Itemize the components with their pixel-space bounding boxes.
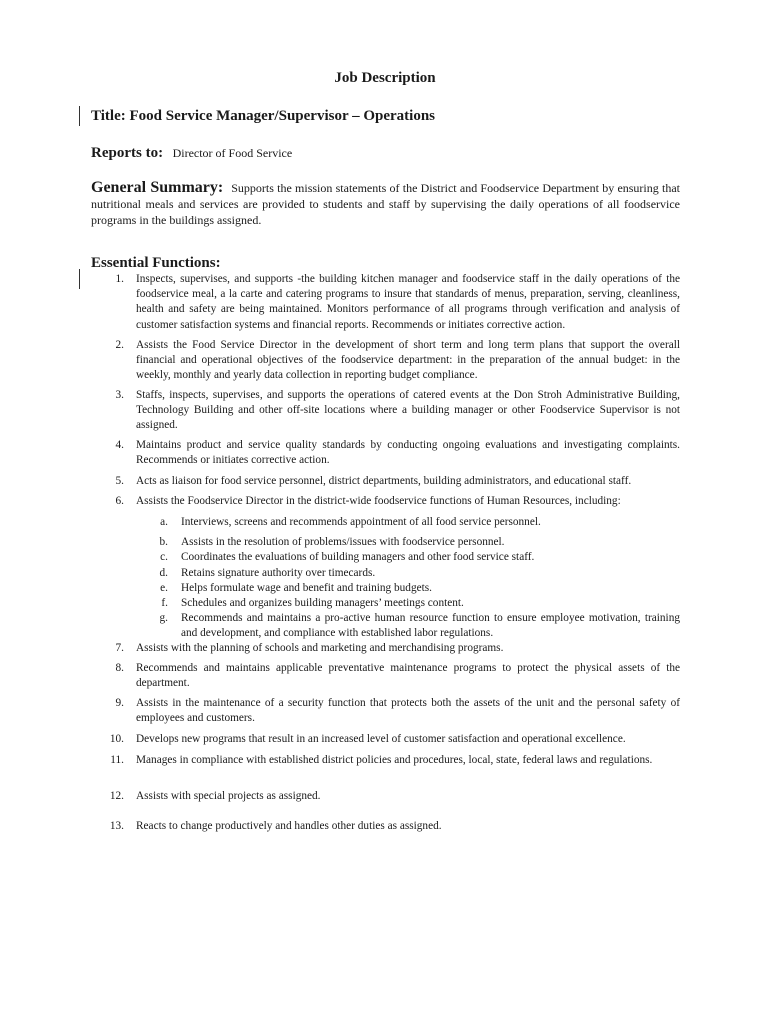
- sub-item: [150, 535, 680, 550]
- document-heading: Job Description: [334, 70, 436, 86]
- sub-item-letter: b.: [159, 536, 168, 548]
- reports-to-value: Director of Food Service: [172, 146, 293, 160]
- function-item: [104, 641, 680, 656]
- item-number: 10.: [109, 733, 124, 745]
- item-number: 6.: [115, 495, 124, 507]
- item-text: Assists with the planning of schools and marketing and merchandising programs.: [136, 642, 504, 654]
- item-text: Assists in the maintenance of a security function that protects both the assets of the unit and the personal safety of employees and customers.: [136, 697, 680, 725]
- item-number: 7.: [115, 642, 124, 654]
- function-item: [104, 753, 680, 768]
- sub-item: [150, 566, 680, 581]
- sub-item-letter: g.: [159, 612, 168, 624]
- item-number: 8.: [115, 662, 124, 674]
- sub-item-text: Interviews, screens and recommends appointment of all food service personnel.: [181, 516, 541, 528]
- item-text: Assists the Food Service Director in the development of short term and long term plans that support the overall financial and operational objectives of the foodservice department: in the preparation of the annual budget: in the weekly, monthly and yearly data collection in reporting budget compliance.: [136, 339, 680, 382]
- revision-bar: [79, 269, 80, 289]
- function-item: [104, 438, 680, 468]
- item-text: Develops new programs that result in an increased level of customer satisfaction and operational excellence.: [136, 733, 626, 745]
- function-item: [104, 388, 680, 434]
- item-text: Inspects, supervises, and supports -the building kitchen manager and foodservice staff in the daily operations of the foodservice meal, a la carte and catering programs to insure that standards of menus, preparation, serving, cleanliness, health and safety are being maintained. Monitors performance of all programs through verification and analysis of customer satisfaction systems and financial reports. Recommends or initiates corrective action.: [136, 273, 680, 331]
- item-number: 5.: [115, 475, 124, 487]
- sub-item-letter: c.: [160, 551, 168, 563]
- item-text: Recommends and maintains applicable preventative maintenance programs to protect the physical assets of the department.: [136, 662, 680, 690]
- item-number: 4.: [115, 439, 124, 451]
- sub-item-text: Recommends and maintains a pro-active human resource function to ensure employee motivation, training and development, and compliance with established labor regulations.: [181, 612, 680, 640]
- function-item: [104, 661, 680, 691]
- sub-item-letter: e.: [160, 582, 168, 594]
- sub-item-text: Helps formulate wage and benefit and training budgets.: [181, 582, 432, 594]
- function-item: [104, 338, 680, 384]
- sub-item-letter: d.: [159, 567, 168, 579]
- sub-item: [150, 550, 680, 565]
- item-text: Assists the Foodservice Director in the district-wide foodservice functions of Human Resources, including:: [136, 495, 621, 507]
- sub-item-text: Coordinates the evaluations of building managers and other food service staff.: [181, 551, 535, 563]
- sub-item-text: Assists in the resolution of problems/issues with foodservice personnel.: [181, 536, 505, 548]
- item-number: 3.: [115, 389, 124, 401]
- item-number: 1.: [115, 273, 124, 285]
- item-number: 13.: [109, 820, 124, 832]
- general-summary: [91, 180, 680, 228]
- item-number: 11.: [110, 754, 124, 766]
- sub-item-letter: a.: [160, 516, 168, 528]
- sub-item: [150, 611, 680, 641]
- sub-item-text: Retains signature authority over timecards.: [181, 567, 376, 579]
- item-text: Acts as liaison for food service personnel, district departments, building administrators, and educational staff.: [136, 475, 632, 487]
- function-item: [104, 696, 680, 726]
- item-text: Reacts to change productively and handles other duties as assigned.: [136, 820, 442, 832]
- job-title: Title: Food Service Manager/Supervisor – Operations: [91, 108, 435, 124]
- function-item: [104, 494, 680, 509]
- reports-to-label: Reports to:: [91, 145, 164, 161]
- essential-functions-heading: Essential Functions:: [91, 255, 221, 271]
- function-item: [104, 789, 680, 804]
- item-text: Assists with special projects as assigned.: [136, 790, 321, 802]
- item-number: 12.: [109, 790, 124, 802]
- item-number: 2.: [115, 339, 124, 351]
- function-item: [104, 732, 680, 747]
- item-text: Maintains product and service quality standards by conducting ongoing evaluations and investigating complaints. Recommends or initiates corrective action.: [136, 439, 680, 467]
- function-item: [104, 474, 680, 489]
- item-text: Manages in compliance with established district policies and procedures, local, state, federal laws and regulations.: [136, 754, 653, 766]
- sub-item-letter: f.: [161, 597, 168, 609]
- general-summary-label: General Summary:: [91, 179, 224, 196]
- item-text: Staffs, inspects, supervises, and supports the operations of catered events at the Don Stroh Administrative Building, Technology Building and other off-site locations where a building manager or other Foodservice Supervisor is not assigned.: [136, 389, 680, 432]
- function-item: [104, 272, 680, 333]
- function-item: [104, 819, 680, 834]
- item-number: 9.: [115, 697, 124, 709]
- sub-item: [150, 515, 680, 530]
- general-summary-text: Supports the mission statements of the District and Foodservice Department by ensuring that nutritional meals and services are provided to students and staff by supervising the daily operations of all foodservice programs in the buildings assigned.: [91, 181, 680, 227]
- sub-item: [150, 581, 680, 596]
- revision-bar: [79, 106, 80, 126]
- reports-to: [91, 145, 292, 162]
- sub-item: [150, 596, 680, 611]
- sub-item-text: Schedules and organizes building managers’ meetings content.: [181, 597, 464, 609]
